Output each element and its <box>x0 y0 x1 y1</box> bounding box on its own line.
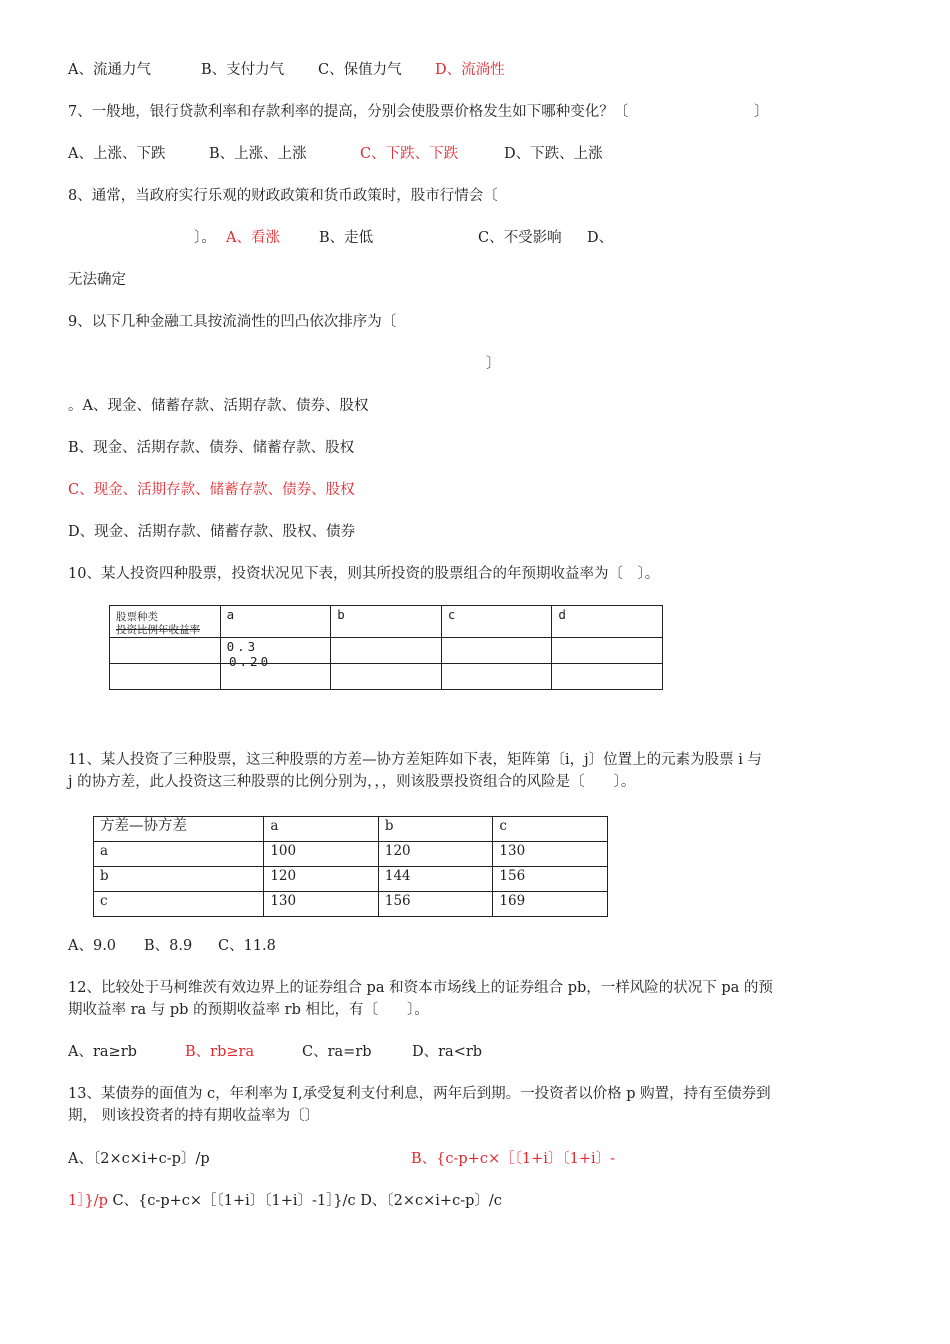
q11-cell-aa: 100 <box>264 842 379 867</box>
q11-cell-ac: 130 <box>493 842 608 867</box>
q7-stem: 7、一般地，银行贷款利率和存款利率的提高，分别会使股票价格发生如下哪种变化？〔 <box>68 104 629 120</box>
q13-option-b-answer-part1: B、{c-p+c×［〔1+i〕〔1+i〕- <box>411 1151 616 1167</box>
q8-close: 〕。 <box>194 230 216 246</box>
q6-option-a: A、流通力气 <box>68 62 151 78</box>
q11-cell-ba: 120 <box>264 867 379 892</box>
q12-option-b-answer: B、rb≥ra <box>185 1044 255 1060</box>
q10-ratio-a: 0.3 <box>226 639 259 654</box>
q12-options <box>68 1042 568 1062</box>
q10-row2-c <box>441 664 552 690</box>
q11-cell-ab: 120 <box>378 842 493 867</box>
q6-options <box>68 60 888 80</box>
q11-stem-line1: 11、某人投资了三种股票，这三种股票的方差—协方差矩阵如下表，矩阵第〔i，j〕位置上的元素为股票 i 与 <box>68 752 762 768</box>
q10-header-cell <box>110 606 221 638</box>
q12-stem-line2: 期收益率 ra 与 pb 的预期收益率 rb 相比，有〔 〕。 <box>68 1002 429 1018</box>
q10-row2-d <box>552 664 663 690</box>
q11-row-a-label: a <box>94 842 264 867</box>
q10-col-d: d <box>552 606 663 638</box>
q11-option-b: B、8.9 <box>144 938 193 954</box>
q7-option-d: D、下跌、上涨 <box>504 146 603 162</box>
q13-option-b-answer-part2: 1］}/p <box>68 1193 108 1209</box>
q11-col-a: a <box>264 817 379 842</box>
q11-options <box>68 936 468 956</box>
q11-covariance-table <box>93 816 608 917</box>
q9-option-c-answer: C、现金、活期存款、储蓄存款、债券、股权 <box>68 482 355 498</box>
q7-option-b: B、上涨、上涨 <box>209 146 307 162</box>
q10-row1-d <box>552 638 663 664</box>
q8-option-d-wrap: 无法确定 <box>68 272 126 288</box>
q7-option-a: A、上涨、下跌 <box>68 146 166 162</box>
q8-options <box>68 228 888 248</box>
q10-col-b: b <box>331 606 442 638</box>
q11-cell-ca: 130 <box>264 892 379 917</box>
q11-cell-cb: 156 <box>378 892 493 917</box>
q11-cell-cc: 169 <box>493 892 608 917</box>
q11-option-a: A、9.0 <box>68 938 117 954</box>
q8-option-c: C、不受影响 <box>478 230 562 246</box>
q10-row1-label <box>110 638 221 664</box>
q10-header-ratio-yield: 投资比例年收益率 <box>116 624 200 636</box>
q11-row-c-label: c <box>94 892 264 917</box>
q9-stem: 9、以下几种金融工具按流淌性的凹凸依次排序为〔 <box>68 314 397 330</box>
q9-option-b: B、现金、活期存款、债券、储蓄存款、股权 <box>68 440 355 456</box>
q13-option-d: D、〔2×c×i+c-p〕/c <box>360 1193 502 1209</box>
q11-cell-bc: 156 <box>493 867 608 892</box>
q10-yield-a: 0.20 <box>229 654 272 669</box>
q11-row-b-label: b <box>94 867 264 892</box>
q7-option-c-answer: C、下跌、下跌 <box>360 146 459 162</box>
q7-close: 〕 <box>754 104 769 120</box>
q10-row2-label <box>110 664 221 690</box>
q8-option-a-answer: A、看涨 <box>226 230 280 246</box>
q12-option-c: C、ra=rb <box>302 1044 372 1060</box>
q13-stem-line1: 13、某债券的面值为 c，年利率为 I,承受复利支付利息，两年后到期。一投资者以价格 p 购置，持有至债券到 <box>68 1086 771 1102</box>
q13-stem-line2: 期， 则该投资者的持有期收益率为〔〕 <box>68 1108 320 1124</box>
q11-option-c: C、11.8 <box>218 938 276 954</box>
q8-option-d: D、 <box>587 230 614 246</box>
q6-option-c: C、保值力气 <box>318 62 402 78</box>
q8-option-b: B、走低 <box>319 230 374 246</box>
q10-investment-table <box>109 605 663 690</box>
q11-col-c: c <box>493 817 608 842</box>
q10-row2-b <box>331 664 442 690</box>
q11-stem-line2: j 的协方差，此人投资这三种股票的比例分别为，，，则该股票投资组合的风险是〔 〕。 <box>68 774 636 790</box>
q10-row1-b <box>331 638 442 664</box>
q12-option-d: D、ra<rb <box>412 1044 483 1060</box>
q13-option-c: C、{c-p+c×［〔1+i〕〔1+i〕-1］}/c <box>112 1193 356 1209</box>
q12-option-a: A、ra≥rb <box>68 1044 137 1060</box>
q7-options <box>68 144 888 164</box>
q11-cell-bb: 144 <box>378 867 493 892</box>
q10-col-a: a <box>220 606 331 638</box>
q6-option-d-answer: D、流淌性 <box>435 62 505 78</box>
q11-corner: 方差—协方差 <box>94 817 264 842</box>
q8-stem: 8、通常，当政府实行乐观的财政政策和货币政策时，股市行情会〔 <box>68 188 498 204</box>
q9-option-a: 。A、现金、储蓄存款、活期存款、债券、股权 <box>68 398 369 414</box>
q10-stem: 10、某人投资四种股票，投资状况见下表，则其所投资的股票组合的年预期收益率为〔 〕。 <box>68 566 660 582</box>
q13-options-line2 <box>68 1191 502 1211</box>
q10-row1-c <box>441 638 552 664</box>
q9-option-d: D、现金、活期存款、储蓄存款、股权、债券 <box>68 524 356 540</box>
q13-option-a: A、〔2×c×i+c-p〕/p <box>68 1151 210 1167</box>
q12-stem-line1: 12、比较处于马柯维茨有效边界上的证券组合 pa 和资本市场线上的证券组合 pb，一样风险的状况下 pa 的预 <box>68 980 773 996</box>
q9-close: 〕 <box>486 356 501 372</box>
q6-option-b: B、支付力气 <box>201 62 285 78</box>
q10-col-c: c <box>441 606 552 638</box>
q11-col-b: b <box>378 817 493 842</box>
q10-header-stock-type: 股票种类 <box>116 611 158 623</box>
